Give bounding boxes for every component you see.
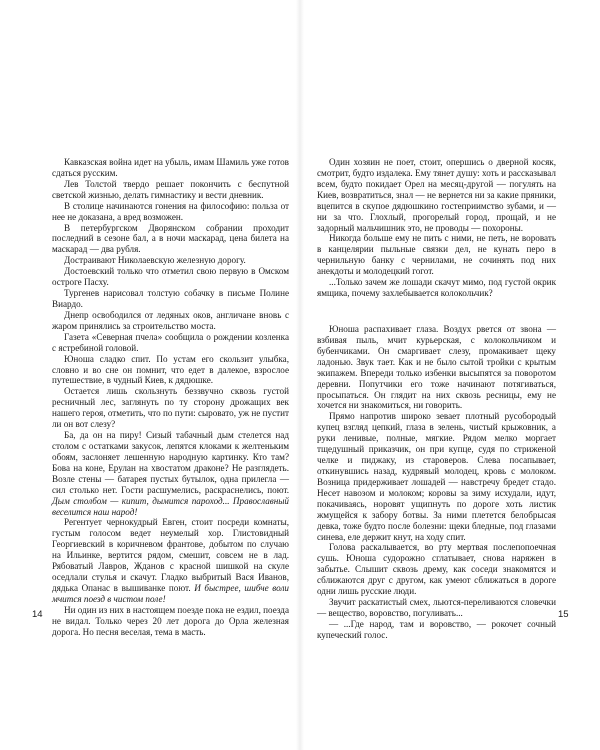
paragraph-text: Регентует чернокудрый Евген, стоит посреди комнаты, густым голосом ведет неумелый хор. Глистовидный Георгиевский в коричневом франтове, добытом по случаю на Ильинке, вертится рядом, смешит, совсем не в лад. Рябоватый Лавров, Жданов с красной шишкой на скуле оседлали стулья и скачут. Гладко выбритый Вася Иванов, дядька Опанас в вышиванке поют. [52,517,289,593]
paragraph: Никогда больше ему не пить с ними, не петь, не воровать в канцелярии пыльные связки дел, не кунать перо в чернильную банку с чернилами, не сочинять под них анекдоты и молодецкий гогот. [317,233,556,277]
paragraph: Остается лишь скользнуть беззвучно сквозь густой ресничный лес, заглянуть по ту сторону дрожащих век нашего героя, отметить, что по пути: сыровато, уж не пустит ли он вот слезу? [52,386,289,430]
song-lyric-italic: И быстрее, шибче воли мчится поезд в чистом поле! [52,582,289,604]
right-page [300,0,600,750]
paragraph: В петербургском Дворянском собрании проходит последний в сезоне бал, а в ночи маскарад, цена билета на маскарад — два рубля. [52,222,289,255]
paragraph: В столице начинаются гонения на философию: польза от нее не доказана, а вред возможен. [52,200,289,222]
paragraph: Газета «Северная пчела» сообщила о рождении козленка с ястребиной головой. [52,331,289,353]
page-number: 14 [32,609,43,620]
paragraph: Достраивают Николаевскую железную дорогу. [64,255,246,266]
paragraph: Звучит раскатистый смех, льются-переливаются словечки — вещество, воровство, погуливать... [317,597,556,618]
page-number: 15 [558,609,569,620]
paragraph: Прямо напротив широко зевает плотный русобородый купец взгляд цепкий, глаза в зелень, чистый крыжовник, а руки ленивые, полные, мягкие. Рядом мелко моргает тщедушный приказчик, он при купце, судя по стриженой челке и пиджаку, из староверов. Слева посапывает, откинувшись назад, кудрявый молодец, кровь с молоком. Возница придерживает лошадей — навстречу бредет стадо. Несет навозом и молоком; коровы за зиму исхудали, идут, покачиваясь, норовят ущипнуть по дороге хоть листик жмущейся к забору ботвы. За ними плетется белобрысая девка, тоже будто после болезни: щеки бледные, под глазами синева, еле держит кнут, на ходу спит. [317,411,556,542]
paragraph: Кавказская война идет на убыль, имам Шамиль уже готов сдаться русским. [52,157,289,178]
paragraph: Ни один из них в настоящем поезде пока не ездил, поезда не видал. Только через 20 лет дорога до Орла железная дорога. Но песня веселая, тема в масть. [52,604,289,637]
paragraph: Юноша распахивает глаза. Воздух рвется от звона — взбивая пыль, мчит курьерская, с колокольчиком и бубенчиками. Он смаргивает слезу, промакивает щеку ладонью. Звук тает. Как и не было сытой тройки с крытым экипажем. Впереди только избенки высыпятся за поворотом деревни. Попутчики его тоже начинают потягиваться, просыпаться. Он глядит на них сквозь ресницы, ему не хочется ни знакомиться, ни говорить. [317,323,556,411]
paragraph-text: Ба, да он на пиру! Сизый табачный дым стелется над столом с остатками закусок, лепятся клоками к желтеньким обоям, заслоняет лешенную народную картинку. Кто там? Бова на коне, Ерулан на хвостатом драконе? Не разглядеть. Возле стены — батарея пустых бутылок, одна прилегла — сил столько нет. Гости расшумелись, раскраснелись, поют. [52,430,289,495]
paragraph-with-song [52,430,289,517]
paragraph: Днепр освободился от ледяных оков, англичане вновь с жаром принялись за строительство моста. [52,309,289,331]
right-text-column [317,157,556,641]
song-lyric-italic: Дым столбом — кипит, дымится пароход... Православный веселится наш народ! [52,495,289,517]
paragraph: Юноша сладко спит. По устам его скользит улыбка, словно и во сне он помнит, что едет в далекое, взрослое путешествие, в чудный Киев, к дядюшке. [52,353,289,386]
paragraph: Лев Толстой твердо решает покончить с беспутной светской жизнью, делать гимнастику и вести дневник. [52,178,289,200]
left-text-column [52,157,289,638]
paragraph: Один хозяин не поет, стоит, опершись о дверной косяк, смотрит, будто издалека. Ему тянет душу: хоть и рассказывал всем, будто покидает Орел на месяц-другой — погулять на Киев, возвратиться, знал — не вернется ни за какие пряники, вцепится в скупое дядюшкино гостеприимство зубами, и — ни за что. Глохлый, прогорелый город, прощай, и не задорный мальчишник это, не проводы — похороны. [317,157,556,233]
paragraph [52,517,289,604]
paragraph: Достоевский только что отметил свою первую в Омском остроге Пасху. [52,266,289,288]
paragraph: — ...Где народ, там и воровство, — рокочет сочный купеческий голос. [317,618,556,640]
paragraph: ...Только зачем же лошади скачут мимо, под густой окрик ямщика, почему захлебывается колокольчик? [317,277,556,299]
paragraph: Тургенев нарисовал толстую собачку в письме Полине Виардо. [52,288,289,309]
paragraph: Голова раскалывается, во рту мертвая послепопоечная сушь. Юноша судорожно сглатывает, снова наряжен в забытье. Слышит сквозь дрему, как соседи знакомятся и сближаются друг с другом, как умеют сближаться в дороге одни лишь русские люди. [317,542,556,597]
